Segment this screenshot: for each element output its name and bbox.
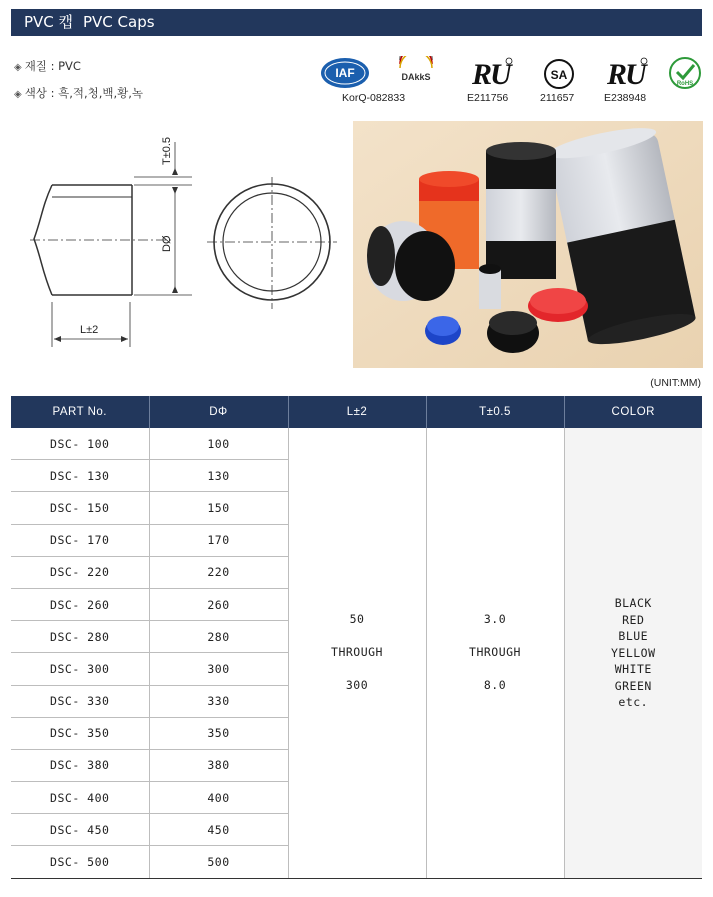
csa-number: 211657 [540, 92, 575, 104]
unit-label: (UNIT:MM) [650, 377, 701, 389]
diameter-value: 400 [149, 782, 288, 814]
part-number: DSC- 350 [11, 717, 149, 749]
ul-logo-icon [603, 56, 649, 90]
thickness-range: 3.0 THROUGH 8.0 [426, 428, 564, 878]
svg-text:R: R [472, 58, 493, 90]
part-number: DSC- 400 [11, 782, 149, 814]
dakks-logo-icon [394, 56, 438, 90]
table-header-row [11, 396, 702, 428]
ul-number-1: E211756 [467, 92, 509, 104]
part-number: DSC- 170 [11, 524, 149, 556]
diameter-value: 150 [149, 492, 288, 524]
diameter-value: 100 [149, 428, 288, 460]
title-english: PVC Caps [83, 13, 155, 31]
spec-colors: ◈ 색상 : 흑,적,청,백,황,녹 [14, 86, 144, 100]
part-number: DSC- 300 [11, 653, 149, 685]
diamond-bullet-icon: ◈ [14, 89, 22, 100]
svg-text:T±0.5: T±0.5 [161, 137, 173, 165]
part-number: DSC- 220 [11, 556, 149, 588]
svg-text:DØ: DØ [161, 235, 173, 252]
diameter-value: 330 [149, 685, 288, 717]
color-options: BLACK RED BLUE YELLOW WHITE GREEN etc. [564, 428, 702, 878]
spec-material: ◈ 재질 : PVC [14, 59, 81, 73]
part-number: DSC- 260 [11, 588, 149, 620]
diameter-value: 500 [149, 846, 288, 878]
title-korean: PVC 캡 [24, 13, 74, 31]
diameter-value: 280 [149, 621, 288, 653]
diameter-value: 170 [149, 524, 288, 556]
csa-logo-icon [543, 58, 575, 90]
diamond-bullet-icon: ◈ [14, 62, 22, 73]
ul-logo-icon [468, 56, 514, 90]
diameter-value: 220 [149, 556, 288, 588]
ul-number-2: E238948 [604, 92, 647, 104]
diameter-value: 450 [149, 814, 288, 846]
diameter-value: 350 [149, 717, 288, 749]
svg-text:L±2: L±2 [80, 324, 99, 336]
diameter-value: 300 [149, 653, 288, 685]
iaf-logo-icon [319, 56, 371, 90]
header-color: COLOR [564, 396, 702, 428]
title-bar [11, 9, 702, 36]
diameter-value: 130 [149, 460, 288, 492]
header-thickness: T±0.5 [426, 396, 564, 428]
part-number: DSC- 450 [11, 814, 149, 846]
svg-text:DAkkS: DAkkS [401, 72, 431, 82]
part-number: DSC- 100 [11, 428, 149, 460]
svg-text:IAF: IAF [335, 66, 355, 80]
part-number: DSC- 380 [11, 749, 149, 781]
rohs-logo-icon [668, 56, 702, 90]
part-number: DSC- 150 [11, 492, 149, 524]
part-number: DSC- 130 [11, 460, 149, 492]
technical-drawing [22, 137, 352, 352]
table-row [11, 428, 702, 460]
part-number: DSC- 500 [11, 846, 149, 878]
svg-text:U: U [625, 58, 647, 90]
header-diameter: DΦ [149, 396, 288, 428]
diameter-value: 380 [149, 749, 288, 781]
header-length: L±2 [288, 396, 426, 428]
svg-text:SA: SA [550, 68, 568, 82]
product-photo [353, 121, 703, 368]
part-number: DSC- 280 [11, 621, 149, 653]
korq-number: KorQ-082833 [342, 92, 406, 104]
spec-table [11, 396, 702, 879]
part-number: DSC- 330 [11, 685, 149, 717]
svg-text:RoHS: RoHS [676, 81, 694, 87]
length-range: 50 THROUGH 300 [288, 428, 426, 878]
header-part-no: PART No. [11, 396, 149, 428]
svg-text:R: R [607, 58, 628, 90]
svg-text:U: U [490, 58, 512, 90]
diameter-value: 260 [149, 588, 288, 620]
